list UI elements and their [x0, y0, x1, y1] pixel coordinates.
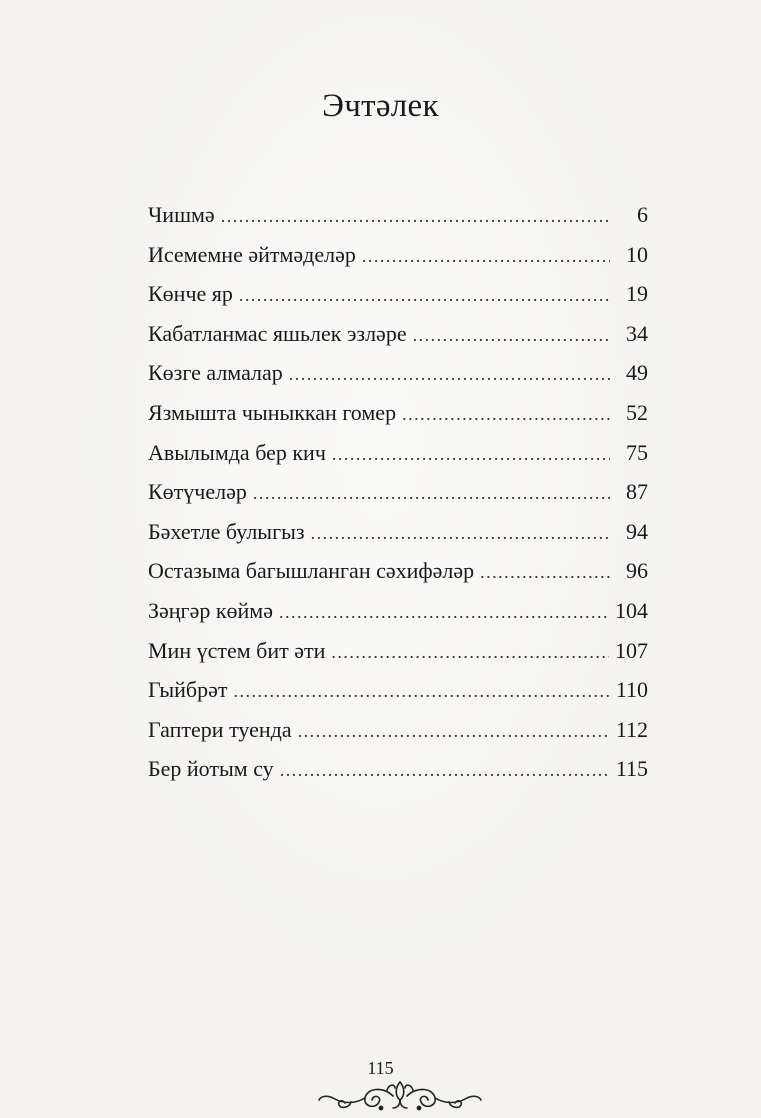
- toc-entry-title: Мин үстем бит әти: [148, 637, 326, 663]
- toc-entry-title: Зәңгәр көймә: [148, 597, 273, 623]
- toc-entry-title: Көнче яр: [148, 281, 233, 307]
- toc-entry-title: Чишмә: [148, 202, 215, 227]
- toc-leader-dots: [480, 553, 610, 593]
- toc-leader-dots: [331, 633, 609, 673]
- toc-leader-dots: [298, 712, 610, 752]
- toc-entry-page: 87: [626, 479, 648, 505]
- toc-entry: [148, 631, 648, 671]
- toc-entry: [148, 235, 648, 275]
- toc-entry: [148, 393, 648, 433]
- toc-entry-page: 115: [615, 756, 648, 782]
- toc-entry: [148, 512, 648, 552]
- toc-entry-page: 49: [626, 360, 648, 386]
- toc-entry: [148, 472, 648, 512]
- toc-entry-title: Бер йотым су: [148, 756, 274, 782]
- toc-entry-page: 75: [626, 439, 648, 465]
- toc-entry-page: 96: [626, 558, 648, 584]
- toc-entry-title: Көзге алмалар: [148, 360, 283, 386]
- toc-entry: [148, 195, 648, 235]
- toc-entry-title: Гаптери туенда: [148, 716, 292, 742]
- toc-entry-page: 94: [626, 518, 648, 544]
- decorative-flourish-icon: [315, 1078, 485, 1114]
- toc-entry-page: 104: [615, 597, 648, 623]
- toc-entry-title: Авылымда бер кич: [148, 439, 326, 465]
- toc-entry-page: 10: [626, 241, 648, 267]
- toc-leader-dots: [362, 237, 610, 277]
- toc-entry-page: 6: [637, 202, 648, 227]
- page-number: 115: [367, 1058, 394, 1078]
- toc-leader-dots: [233, 672, 609, 712]
- toc-entry: [148, 710, 648, 750]
- toc-leader-dots: [332, 435, 610, 475]
- toc-leader-dots: [402, 395, 610, 435]
- toc-entry-title: Бәхетле булыгыз: [148, 518, 305, 544]
- toc-entry-page: 19: [626, 281, 648, 307]
- toc-entry: [148, 591, 648, 631]
- toc-entry-title: Исемемне әйтмәделәр: [148, 241, 356, 267]
- table-of-contents: [148, 195, 648, 789]
- page-title: Эчтәлек: [322, 88, 439, 124]
- toc-entry: [148, 314, 648, 354]
- toc-leader-dots: [413, 316, 610, 356]
- toc-leader-dots: [253, 474, 610, 514]
- toc-entry: [148, 670, 648, 710]
- toc-leader-dots: [239, 276, 610, 316]
- toc-entry-page: 110: [615, 677, 648, 703]
- toc-entry-title: Кабатланмас яшьлек эзләре: [148, 320, 407, 346]
- toc-entry-title: Язмышта чыныккан гомер: [148, 399, 397, 425]
- toc-entry-page: 107: [615, 637, 648, 663]
- toc-leader-dots: [311, 514, 610, 554]
- toc-entry-page: 112: [615, 716, 648, 742]
- toc-entry: [148, 749, 648, 789]
- toc-leader-dots: [279, 593, 609, 633]
- toc-leader-dots: [280, 751, 610, 791]
- toc-entry: [148, 433, 648, 473]
- toc-entry-title: Остазыма багышланган сәхифәләр: [148, 558, 475, 584]
- toc-entry-title: Гыйбрәт: [148, 677, 228, 703]
- toc-entry: [148, 353, 648, 393]
- toc-entry-page: 34: [626, 320, 648, 346]
- toc-entry: [148, 551, 648, 591]
- toc-entry-title: Көтүчеләр: [148, 479, 247, 505]
- toc-entry-page: 52: [626, 399, 648, 425]
- toc-entry: [148, 274, 648, 314]
- toc-leader-dots: [289, 355, 610, 395]
- toc-leader-dots: [221, 197, 610, 237]
